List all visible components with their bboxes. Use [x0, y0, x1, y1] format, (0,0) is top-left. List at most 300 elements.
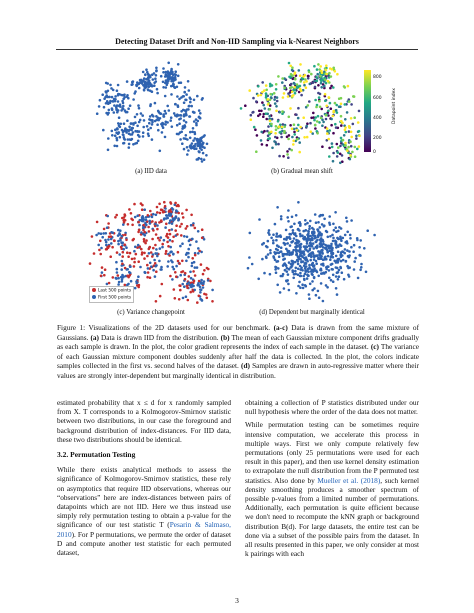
scatter-point	[291, 136, 294, 139]
scatter-point	[330, 255, 333, 258]
scatter-point	[319, 75, 322, 78]
scatter-point	[175, 265, 178, 268]
scatter-point	[178, 98, 181, 101]
scatter-point	[146, 125, 149, 128]
scatter-point	[180, 223, 183, 226]
scatter-point	[337, 245, 340, 248]
scatter-point	[275, 83, 278, 86]
scatter-point	[318, 96, 321, 99]
scatter-point	[272, 233, 275, 236]
scatter-point	[325, 114, 328, 117]
scatter-point	[299, 258, 302, 261]
scatter-point	[165, 223, 168, 226]
scatter-point	[326, 286, 329, 289]
scatter-point	[309, 122, 312, 125]
scatter-point	[148, 122, 151, 125]
scatter-point	[244, 104, 247, 107]
scatter-point	[311, 237, 314, 240]
scatter-point	[142, 224, 145, 227]
scatter-point	[285, 229, 288, 232]
scatter-point	[316, 80, 319, 83]
scatter-point	[101, 266, 104, 269]
scatter-point	[275, 239, 278, 242]
scatter-point	[151, 255, 154, 258]
scatter-point	[159, 150, 162, 153]
scatter-point	[290, 253, 293, 256]
scatter-point	[303, 279, 306, 282]
scatter-point	[160, 112, 163, 115]
scatter-point	[149, 210, 152, 213]
legend-item-last: Last 500 points	[92, 288, 131, 295]
scatter-point	[288, 76, 291, 79]
scatter-point	[149, 127, 152, 130]
panel-a	[86, 60, 216, 165]
scatter-point	[164, 123, 167, 126]
scatter-point	[190, 277, 193, 280]
scatter-point	[111, 246, 114, 249]
scatter-point	[161, 131, 164, 134]
scatter-point	[310, 270, 313, 273]
scatter-point	[366, 229, 369, 232]
section-heading: 3.2. Permutation Testing	[57, 450, 136, 460]
scatter-point	[360, 263, 363, 266]
scatter-point	[337, 278, 340, 281]
scatter-point	[330, 75, 333, 78]
scatter-point	[320, 108, 323, 111]
scatter-point	[107, 96, 110, 99]
scatter-point	[319, 106, 322, 109]
scatter-point	[116, 251, 119, 254]
scatter-point	[100, 232, 103, 235]
scatter-point	[118, 253, 121, 256]
scatter-point	[103, 106, 106, 109]
scatter-point	[257, 278, 260, 281]
scatter-point	[267, 253, 270, 256]
scatter-point	[162, 86, 165, 89]
scatter-point	[109, 255, 112, 258]
scatter-point	[313, 231, 316, 234]
scatter-point	[317, 63, 320, 66]
scatter-point	[206, 143, 209, 146]
scatter-point	[306, 136, 309, 139]
scatter-point	[298, 243, 301, 246]
scatter-point	[169, 233, 172, 236]
scatter-point	[311, 132, 314, 135]
scatter-point	[295, 214, 298, 217]
scatter-point	[316, 271, 319, 274]
scatter-point	[191, 257, 194, 260]
scatter-point	[320, 79, 323, 82]
scatter-point	[172, 83, 175, 86]
scatter-point	[149, 103, 152, 106]
scatter-point	[137, 104, 140, 107]
scatter-point	[269, 273, 272, 276]
scatter-point	[305, 80, 308, 83]
scatter-point	[265, 118, 268, 121]
scatter-point	[258, 218, 261, 221]
scatter-point	[186, 236, 189, 239]
scatter-point	[156, 252, 159, 255]
scatter-point	[113, 98, 116, 101]
scatter-point	[111, 134, 114, 137]
scatter-point	[131, 81, 134, 84]
scatter-point	[101, 93, 104, 96]
scatter-point	[154, 265, 157, 268]
scatter-point	[276, 96, 279, 99]
scatter-point	[264, 107, 267, 110]
scatter-point	[313, 287, 316, 290]
scatter-point	[340, 238, 343, 241]
scatter-point	[277, 120, 280, 123]
scatter-point	[289, 107, 292, 110]
scatter-point	[289, 244, 292, 247]
scatter-point	[325, 118, 328, 121]
scatter-point	[206, 297, 209, 300]
scatter-point	[201, 143, 204, 146]
scatter-point	[332, 160, 335, 163]
scatter-point	[187, 299, 190, 302]
scatter-point	[151, 138, 154, 141]
scatter-point	[112, 276, 115, 279]
scatter-point	[321, 124, 324, 127]
scatter-point	[161, 243, 164, 246]
scatter-point	[265, 112, 268, 115]
scatter-point	[288, 236, 291, 239]
scatter-point	[293, 223, 296, 226]
scatter-point	[147, 88, 150, 91]
scatter-point	[162, 126, 165, 129]
scatter-point	[281, 126, 284, 129]
scatter-point	[322, 300, 325, 303]
scatter-point	[134, 90, 137, 93]
scatter-point	[137, 275, 140, 278]
scatter-point	[308, 293, 311, 296]
scatter-point	[143, 88, 146, 91]
scatter-point	[168, 229, 171, 232]
scatter-point	[297, 107, 300, 110]
scatter-point	[183, 124, 186, 127]
scatter-point	[172, 236, 175, 239]
running-header: Detecting Dataset Drift and Non-IID Sampling via k-Nearest Neighbors	[115, 37, 359, 46]
scatter-point	[174, 70, 177, 73]
scatter-point	[279, 234, 282, 237]
scatter-point	[309, 235, 312, 238]
scatter-point	[170, 93, 173, 96]
scatter-point	[336, 155, 339, 158]
scatter-point	[144, 74, 147, 77]
scatter-point	[276, 249, 279, 252]
scatter-point	[267, 240, 270, 243]
scatter-point	[299, 272, 302, 275]
scatter-point	[286, 237, 289, 240]
scatter-point	[275, 105, 278, 108]
scatter-point	[321, 251, 324, 254]
scatter-point	[317, 275, 320, 278]
scatter-point	[343, 252, 346, 255]
scatter-point	[305, 285, 308, 288]
scatter-point	[128, 208, 131, 211]
scatter-point	[155, 80, 158, 83]
scatter-point	[154, 244, 157, 247]
scatter-point	[211, 300, 214, 303]
scatter-point	[322, 121, 325, 124]
scatter-point	[276, 206, 279, 209]
scatter-point	[283, 287, 286, 290]
scatter-point	[185, 110, 188, 113]
scatter-point	[121, 241, 124, 244]
scatter-point	[185, 295, 188, 298]
scatter-point	[196, 266, 199, 269]
scatter-point	[260, 94, 263, 97]
scatter-point	[179, 274, 182, 277]
scatter-point	[139, 266, 142, 269]
scatter-point	[174, 271, 177, 274]
scatter-point	[143, 208, 146, 211]
scatter-point	[335, 104, 338, 107]
scatter-point	[143, 119, 146, 122]
scatter-point	[274, 132, 277, 135]
scatter-point	[295, 267, 298, 270]
scatter-point	[175, 115, 178, 118]
scatter-point	[170, 259, 173, 262]
scatter-point	[254, 128, 257, 131]
scatter-point	[178, 82, 181, 85]
scatter-point	[178, 118, 181, 121]
right-column	[245, 398, 419, 562]
scatter-point	[201, 228, 204, 231]
scatter-point	[334, 123, 337, 126]
scatter-point	[174, 74, 177, 77]
scatter-point	[138, 229, 141, 232]
scatter-point	[147, 226, 150, 229]
scatter-point	[325, 82, 328, 85]
scatter-point	[181, 242, 184, 245]
scatter-point	[106, 226, 109, 229]
scatter-point	[116, 89, 119, 92]
scatter-point	[267, 125, 270, 128]
scatter-point	[126, 251, 129, 254]
scatter-point	[169, 275, 172, 278]
scatter-point	[117, 243, 120, 246]
scatter-point	[308, 227, 311, 230]
scatter-point	[123, 122, 126, 125]
scatter-point	[320, 117, 323, 120]
scatter-point	[346, 231, 349, 234]
scatter-point	[291, 216, 294, 219]
scatter-point	[335, 109, 338, 112]
scatter-point	[130, 83, 133, 86]
scatter-point	[332, 111, 335, 114]
scatter-point	[177, 217, 180, 220]
scatter-point	[298, 281, 301, 284]
scatter-point	[299, 224, 302, 227]
scatter-point	[118, 116, 121, 119]
scatter-point	[147, 214, 150, 217]
scatter-point	[142, 220, 145, 223]
scatter-point	[128, 143, 131, 146]
scatter-point	[312, 228, 315, 231]
scatter-point	[262, 242, 265, 245]
scatter-point	[115, 261, 118, 264]
scatter-point	[291, 128, 294, 131]
scatter-point	[181, 212, 184, 215]
scatter-point	[315, 294, 318, 297]
scatter-point	[143, 271, 146, 274]
scatter-point	[116, 139, 119, 142]
scatter-point	[128, 274, 131, 277]
scatter-point	[166, 214, 169, 217]
scatter-point	[307, 270, 310, 273]
scatter-point	[178, 284, 181, 287]
scatter-point	[141, 251, 144, 254]
scatter-point	[122, 134, 125, 137]
scatter-point	[301, 283, 304, 286]
scatter-point	[192, 145, 195, 148]
scatter-point	[171, 228, 174, 231]
scatter-point	[340, 137, 343, 140]
scatter-point	[263, 89, 266, 92]
scatter-point	[332, 132, 335, 135]
scatter-point	[151, 238, 154, 241]
scatter-point	[282, 155, 285, 158]
scatter-point	[355, 137, 358, 140]
scatter-point	[329, 87, 332, 90]
scatter-point	[115, 277, 118, 280]
scatter-point	[276, 284, 279, 287]
scatter-point	[308, 297, 311, 300]
scatter-point	[137, 260, 140, 263]
scatter-point	[315, 241, 318, 244]
scatter-point	[192, 111, 195, 114]
scatter-point	[129, 252, 132, 255]
scatter-point	[292, 249, 295, 252]
scatter-point	[348, 126, 351, 129]
scatter-point	[99, 99, 102, 102]
scatter-point	[265, 94, 268, 97]
scatter-point	[323, 272, 326, 275]
scatter-point	[145, 224, 148, 227]
scatter-point	[313, 65, 316, 68]
citation-link[interactable]: Pesarin & Salmaso, 2010	[57, 520, 232, 539]
scatter-point	[131, 224, 134, 227]
scatter-point	[194, 143, 197, 146]
scatter-point	[326, 127, 329, 130]
scatter-point	[133, 203, 136, 206]
scatter-point	[168, 254, 171, 257]
scatter-point	[174, 76, 177, 79]
scatter-point	[350, 246, 353, 249]
scatter-point	[199, 146, 202, 149]
scatter-point	[281, 77, 284, 80]
scatter-point	[185, 121, 188, 124]
scatter-point	[354, 155, 357, 158]
scatter-point	[309, 247, 312, 250]
scatter-point	[163, 211, 166, 214]
scatter-point	[176, 205, 179, 208]
scatter-point	[346, 150, 349, 153]
scatter-point	[301, 234, 304, 237]
scatter-point	[297, 256, 300, 259]
scatter-point	[334, 240, 337, 243]
scatter-point	[334, 226, 337, 229]
scatter-point	[99, 240, 102, 243]
citation-link[interactable]: Mueller et al. (2018)	[317, 475, 381, 485]
scatter-point	[325, 247, 328, 250]
scatter-point	[295, 113, 298, 116]
scatter-point	[105, 241, 108, 244]
scatter-point	[192, 285, 195, 288]
scatter-point	[207, 279, 210, 282]
scatter-point	[305, 262, 308, 265]
scatter-point	[269, 119, 272, 122]
scatter-point	[309, 254, 312, 257]
scatter-point	[172, 253, 175, 256]
scatter-point	[308, 71, 311, 74]
scatter-point	[159, 268, 162, 271]
scatter-point	[313, 119, 316, 122]
scatter-point	[183, 91, 186, 94]
scatter-point	[253, 126, 256, 129]
scatter-point	[124, 234, 127, 237]
scatter-point	[168, 210, 171, 213]
scatter-point	[317, 230, 320, 233]
scatter-point	[149, 246, 152, 249]
scatter-point	[302, 275, 305, 278]
scatter-point	[196, 95, 199, 98]
colorbar-tick-0: 0	[373, 150, 376, 155]
scatter-point	[179, 225, 182, 228]
red-dot-icon	[92, 288, 96, 292]
scatter-point	[142, 229, 145, 232]
scatter-point	[292, 94, 295, 97]
scatter-point	[300, 94, 303, 97]
scatter-point	[342, 139, 345, 142]
scatter-point	[310, 130, 313, 133]
scatter-point	[161, 246, 164, 249]
scatter-point	[277, 75, 280, 78]
scatter-point	[124, 219, 127, 222]
scatter-point	[313, 255, 316, 258]
scatter-point	[312, 247, 315, 250]
scatter-point	[336, 111, 339, 114]
scatter-point	[267, 103, 270, 106]
scatter-point	[277, 143, 280, 146]
scatter-point	[332, 115, 335, 118]
scatter-point	[120, 268, 123, 271]
scatter-point	[275, 88, 278, 91]
scatter-point	[300, 260, 303, 263]
scatter-point	[145, 68, 148, 71]
scatter-point	[171, 222, 174, 225]
scatter-point	[309, 283, 312, 286]
scatter-point	[347, 146, 350, 149]
scatter-point	[122, 223, 125, 226]
scatter-point	[96, 112, 99, 115]
scatter-point	[181, 260, 184, 263]
scatter-point	[131, 258, 134, 261]
scatter-point	[175, 224, 178, 227]
scatter-point	[114, 216, 117, 219]
scatter-point	[91, 235, 94, 238]
scatter-point	[89, 262, 92, 265]
scatter-point	[174, 103, 177, 106]
scatter-point	[136, 142, 139, 145]
scatter-point	[356, 148, 359, 151]
scatter-point	[98, 249, 101, 252]
scatter-point	[299, 80, 302, 83]
scatter-point	[180, 131, 183, 134]
scatter-point	[114, 95, 117, 98]
